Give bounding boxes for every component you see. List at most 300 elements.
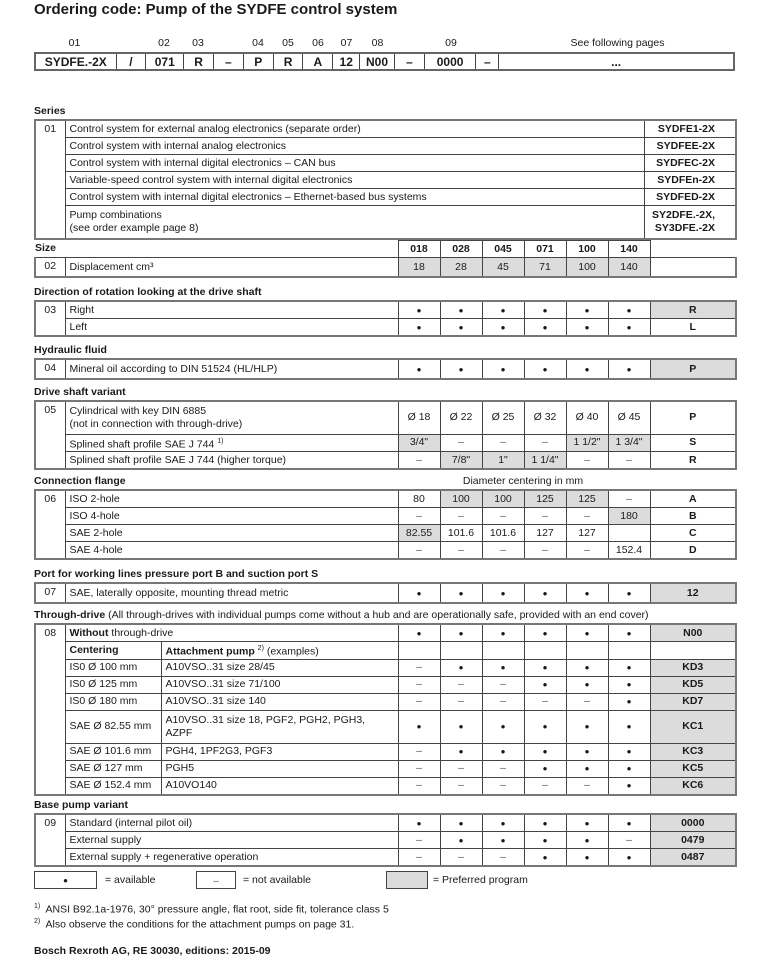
value-cell: 1"	[482, 452, 524, 470]
order-code-cell: 0000	[650, 814, 736, 832]
code-position-label: 07	[340, 37, 353, 49]
available-dot: •	[608, 710, 650, 743]
footnote-ref: 1)	[217, 437, 224, 445]
description-text: Standard (internal pilot oil)	[69, 816, 193, 829]
available-dot: •	[524, 832, 566, 849]
table-row	[35, 301, 736, 319]
available-dot: •	[524, 319, 566, 337]
description-cell	[65, 155, 644, 172]
order-code-cell: P	[650, 359, 736, 379]
value-cell: 100	[482, 490, 524, 508]
attachment-pump-cell	[161, 710, 398, 743]
order-code-cell: KC3	[650, 743, 736, 760]
order-code-cell: 0479	[650, 832, 736, 849]
section-title	[34, 342, 735, 358]
value-cell: 45	[482, 258, 524, 278]
footnote-mark: 1)	[34, 903, 41, 910]
fluid-table	[34, 358, 737, 380]
order-code-cell: L	[650, 319, 736, 337]
value-cell: 180	[608, 508, 650, 525]
legend-preferred-label: = Preferred program	[433, 874, 528, 886]
description-cell	[65, 319, 398, 337]
not-available-dash: –	[524, 693, 566, 710]
table-row	[35, 155, 736, 172]
not-available-dash: –	[398, 832, 440, 849]
code-position-label: 03	[192, 37, 204, 49]
section-shaft	[34, 384, 735, 470]
description-cell	[65, 814, 398, 832]
description-text: Pump combinations (see order example page 8)	[69, 208, 199, 234]
available-dot: •	[440, 814, 482, 832]
value-cell: 101.6	[482, 525, 524, 542]
not-available-dash: –	[566, 508, 608, 525]
available-dot: •	[440, 319, 482, 337]
available-dot: •	[566, 710, 608, 743]
available-dot: •	[482, 743, 524, 760]
not-available-dash: –	[398, 676, 440, 693]
legend-available-label: = available	[105, 874, 156, 886]
table-row	[35, 359, 736, 379]
table-row	[35, 542, 736, 560]
available-dot: •	[398, 710, 440, 743]
available-dot: •	[524, 583, 566, 603]
description-text: Control system with internal analog electronics	[69, 139, 287, 152]
not-available-dash: –	[398, 849, 440, 867]
description-text: ISO 2-hole	[69, 492, 120, 505]
description-cell	[65, 490, 398, 508]
available-dot: •	[608, 319, 650, 337]
not-available-dash: –	[482, 542, 524, 560]
not-available-dash: –	[566, 777, 608, 795]
available-dot: •	[566, 301, 608, 319]
available-dot: •	[440, 659, 482, 676]
available-dot: •	[524, 710, 566, 743]
attachment-pump-cell	[161, 760, 398, 777]
code-position-label	[477, 37, 500, 51]
value-cell: 28	[440, 258, 482, 278]
row-number: 04	[35, 359, 65, 379]
table-row	[35, 760, 736, 777]
section-title	[34, 284, 735, 300]
attachment-pump-text: A10VO140	[165, 779, 217, 791]
table-row	[35, 120, 736, 138]
section-title-text: Port for working lines pressure port B and suction port S	[34, 568, 319, 580]
code-position-label	[115, 37, 145, 51]
description-cell	[65, 120, 644, 138]
order-code-cell: C	[650, 525, 736, 542]
value-cell: 82.55	[398, 525, 440, 542]
available-dot: •	[482, 301, 524, 319]
section-title: Size	[35, 242, 57, 255]
centering-cell: SAE Ø 101.6 mm	[65, 743, 161, 760]
table-row	[35, 693, 736, 710]
size-header-cell: 100	[566, 241, 608, 258]
value-cell: Ø 45	[608, 401, 650, 434]
description-cell	[65, 206, 644, 239]
not-available-dash: –	[524, 508, 566, 525]
table-row	[35, 642, 736, 660]
section-port	[34, 566, 735, 604]
table-row	[35, 710, 736, 743]
table-row	[35, 401, 736, 434]
row-number: 08	[35, 624, 65, 795]
value-cell: 1 3/4"	[608, 434, 650, 452]
shaft-table	[34, 400, 737, 470]
value-cell: Ø 25	[482, 401, 524, 434]
code-box: 0000	[425, 54, 477, 69]
available-dot: •	[566, 676, 608, 693]
size-header-cell: 045	[482, 241, 524, 258]
order-code-cell: SYDFEC-2X	[644, 155, 736, 172]
description-cell	[65, 359, 398, 379]
available-dot: •	[608, 693, 650, 710]
value-cell: 127	[524, 525, 566, 542]
value-cell	[608, 525, 650, 542]
code-box: SYDFE.-2X	[36, 54, 117, 69]
code-box: /	[117, 54, 147, 69]
value-cell: Ø 18	[398, 401, 440, 434]
section-title	[34, 607, 735, 623]
available-dot: •	[482, 583, 524, 603]
table-row	[35, 659, 736, 676]
attachment-pump-text: A10VSO..31 size 28/45	[165, 661, 275, 673]
table-row	[35, 777, 736, 795]
value-cell: 80	[398, 490, 440, 508]
available-dot: •	[398, 319, 440, 337]
description-cell	[65, 624, 398, 642]
not-available-dash: –	[482, 777, 524, 795]
legend-preferred-swatch	[386, 871, 428, 889]
not-available-dash: –	[398, 542, 440, 560]
code-box: –	[395, 54, 425, 69]
code-box: R	[184, 54, 214, 69]
section-title	[34, 566, 735, 582]
table-row	[35, 452, 736, 470]
code-box: N00	[360, 54, 395, 69]
not-available-dash: –	[440, 760, 482, 777]
table-row	[35, 743, 736, 760]
size-header-cell: 028	[440, 241, 482, 258]
value-cell: 7/8"	[440, 452, 482, 470]
available-dot: •	[608, 743, 650, 760]
code-box: –	[476, 54, 499, 69]
code-position-label	[213, 37, 243, 51]
available-dot: •	[608, 301, 650, 319]
description-cell	[65, 401, 398, 434]
not-available-dash: –	[398, 760, 440, 777]
table-row	[35, 676, 736, 693]
table-row	[35, 624, 736, 642]
section-rotation	[34, 284, 735, 337]
table-row	[35, 434, 736, 452]
value-cell: 125	[524, 490, 566, 508]
value-cell	[440, 642, 482, 660]
available-dot: •	[440, 743, 482, 760]
description-text: Cylindrical with key DIN 6885 (not in connection with through-drive)	[69, 404, 243, 430]
description-text: Splined shaft profile SAE J 744	[69, 438, 215, 450]
not-available-dash: –	[398, 743, 440, 760]
available-dot: •	[566, 849, 608, 867]
available-dot: •	[608, 659, 650, 676]
value-cell: 100	[566, 258, 608, 278]
description-cell	[65, 301, 398, 319]
available-dot: •	[524, 814, 566, 832]
section-base	[34, 797, 735, 867]
footer: Bosch Rexroth AG, RE 30030, editions: 2015-09	[34, 945, 271, 957]
section-title-text: Connection flange	[34, 475, 126, 487]
order-code-cell: SYDFEE-2X	[644, 138, 736, 155]
through-table	[34, 623, 737, 796]
table-row	[35, 508, 736, 525]
series-table	[34, 119, 737, 240]
available-dot: •	[524, 849, 566, 867]
available-dot: •	[566, 659, 608, 676]
available-dot: •	[524, 301, 566, 319]
description-text: External supply + regenerative operation	[69, 850, 259, 863]
order-code-cell: 0487	[650, 849, 736, 867]
table-row	[35, 138, 736, 155]
description-text: Control system for external analog electronics (separate order)	[69, 122, 361, 135]
not-available-dash: –	[398, 452, 440, 470]
code-box: –	[214, 54, 244, 69]
page-title: Ordering code: Pump of the SYDFE control system	[34, 1, 398, 18]
table-row	[35, 832, 736, 849]
not-available-dash: –	[440, 676, 482, 693]
legend	[34, 871, 735, 891]
not-available-dash: –	[608, 832, 650, 849]
order-code-cell: SY2DFE.-2X, SY3DFE.-2X	[644, 206, 736, 239]
legend-not-available-box: –	[196, 871, 236, 889]
code-box: ...	[611, 55, 622, 69]
not-available-dash: –	[608, 490, 650, 508]
available-dot: •	[482, 359, 524, 379]
description-text: SAE, laterally opposite, mounting thread metric	[69, 586, 289, 599]
order-code-cell: KD3	[650, 659, 736, 676]
footnote-text: ANSI B92.1a-1976, 30° pressure angle, flat root, side fit, tolerance class 5	[45, 903, 389, 916]
code-box: P	[244, 54, 274, 69]
order-code-cell: SYDFED-2X	[644, 189, 736, 206]
order-code-cell: KC6	[650, 777, 736, 795]
not-available-dash: –	[440, 777, 482, 795]
available-dot: •	[482, 659, 524, 676]
order-code-cell: R	[650, 301, 736, 319]
code-position-label: 02	[158, 37, 170, 49]
available-dot: •	[440, 301, 482, 319]
available-dot: •	[608, 760, 650, 777]
centering-cell: IS0 Ø 125 mm	[65, 676, 161, 693]
attachment-pump-cell	[161, 659, 398, 676]
order-code-cell: B	[650, 508, 736, 525]
available-dot: •	[524, 624, 566, 642]
centering-cell: IS0 Ø 100 mm	[65, 659, 161, 676]
section-title-text: Direction of rotation looking at the drive shaft	[34, 286, 262, 298]
size-header-cell: 140	[608, 241, 650, 258]
attachment-pump-text: A10VSO..31 size 18, PGF2, PGH2, PGH3, AZPF	[165, 713, 366, 739]
description-text: Displacement cm³	[69, 260, 154, 273]
available-dot: •	[440, 624, 482, 642]
table-row	[35, 189, 736, 206]
available-dot: •	[608, 849, 650, 867]
size-header-cell: 071	[524, 241, 566, 258]
description-text: External supply	[69, 833, 142, 846]
attachment-pump-text: PGH4, 1PF2G3, PGF3	[165, 745, 273, 757]
not-available-dash: –	[524, 542, 566, 560]
available-dot: •	[566, 832, 608, 849]
available-dot: •	[398, 301, 440, 319]
size-table	[34, 240, 737, 278]
ordering-code-positions	[34, 37, 735, 51]
value-cell	[608, 642, 650, 660]
table-row	[35, 525, 736, 542]
available-dot: •	[566, 624, 608, 642]
not-available-dash: –	[608, 452, 650, 470]
value-cell: 18	[398, 258, 440, 278]
not-available-dash: –	[440, 434, 482, 452]
row-number: 03	[35, 301, 65, 336]
description-cell	[65, 525, 398, 542]
not-available-dash: –	[398, 508, 440, 525]
order-code-cell: KC5	[650, 760, 736, 777]
row-number: 02	[35, 258, 65, 278]
available-dot: •	[440, 359, 482, 379]
available-dot: •	[398, 359, 440, 379]
not-available-dash: –	[440, 693, 482, 710]
value-cell: 152.4	[608, 542, 650, 560]
not-available-dash: –	[566, 452, 608, 470]
centering-cell: Centering	[65, 642, 161, 660]
attachment-pump-cell	[161, 743, 398, 760]
table-row	[35, 206, 736, 239]
section-flange	[34, 473, 735, 560]
value-cell: 3/4"	[398, 434, 440, 452]
centering-cell: IS0 Ø 180 mm	[65, 693, 161, 710]
description-cell	[65, 172, 644, 189]
description-cell	[65, 258, 398, 278]
available-dot: •	[566, 583, 608, 603]
description-text: Left	[69, 320, 88, 333]
footnote-text: Also observe the conditions for the attachment pumps on page 31.	[45, 918, 355, 931]
table-row	[35, 490, 736, 508]
value-cell	[524, 642, 566, 660]
section-title	[34, 384, 735, 400]
order-code-cell: A	[650, 490, 736, 508]
order-code-cell	[650, 258, 736, 278]
order-code-cell: SYDFE1-2X	[644, 120, 736, 138]
attachment-pump-text: PGH5	[165, 762, 195, 774]
footnote-ref: 2)	[257, 645, 264, 652]
available-dot: •	[524, 676, 566, 693]
section-title-text: Drive shaft variant	[34, 386, 126, 398]
table-row	[35, 849, 736, 867]
available-dot: •	[398, 814, 440, 832]
description-cell	[65, 832, 398, 849]
attachment-pump-header: Attachment pump	[165, 645, 255, 658]
attachment-pump-text: A10VSO..31 size 140	[165, 695, 266, 707]
value-cell: 140	[608, 258, 650, 278]
row-number: 07	[35, 583, 65, 603]
value-cell: 127	[566, 525, 608, 542]
value-cell: 71	[524, 258, 566, 278]
not-available-dash: –	[566, 693, 608, 710]
description-cell	[65, 583, 398, 603]
attachment-pump-cell	[161, 777, 398, 795]
description-text: Control system with internal digital electronics – CAN bus	[69, 156, 336, 169]
section-fluid	[34, 342, 735, 380]
section-title	[34, 103, 735, 119]
description-text: Splined shaft profile SAE J 744 (higher torque)	[69, 453, 287, 466]
description-cell	[65, 434, 398, 452]
not-available-dash: –	[398, 777, 440, 795]
not-available-dash: –	[482, 849, 524, 867]
row-number: 09	[35, 814, 65, 866]
not-available-dash: –	[482, 434, 524, 452]
centering-cell: SAE Ø 82.55 mm	[65, 710, 161, 743]
description-text: ISO 4-hole	[69, 509, 120, 522]
code-box: R	[274, 54, 304, 69]
code-position-label: 01	[68, 37, 81, 49]
available-dot: •	[482, 832, 524, 849]
footnote-1	[34, 903, 389, 916]
footnote-mark: 2)	[34, 918, 41, 925]
value-cell: 101.6	[440, 525, 482, 542]
order-code-cell: KD5	[650, 676, 736, 693]
section-through	[34, 607, 735, 796]
section-size	[34, 240, 735, 278]
description-text: SAE 4-hole	[69, 543, 123, 556]
order-code-cell: KD7	[650, 693, 736, 710]
code-position-label: 09	[445, 37, 457, 49]
centering-cell: SAE Ø 127 mm	[65, 760, 161, 777]
attachment-pump-text: (examples)	[263, 645, 319, 658]
description-text: SAE 2-hole	[69, 526, 123, 539]
available-dot: •	[524, 760, 566, 777]
order-code-cell	[650, 642, 736, 660]
value-cell: 1 1/4"	[524, 452, 566, 470]
description-cell	[65, 542, 398, 560]
not-available-dash: –	[482, 693, 524, 710]
code-box: 071	[146, 54, 184, 69]
section-title-text: Hydraulic fluid	[34, 344, 107, 356]
not-available-dash: –	[482, 508, 524, 525]
row-number: 06	[35, 490, 65, 559]
attachment-pump-text: A10VSO..31 size 71/100	[165, 678, 281, 690]
value-cell	[398, 642, 440, 660]
code-box: 12	[333, 54, 360, 69]
code-position-label: 05	[282, 37, 294, 49]
available-dot: •	[608, 676, 650, 693]
table-row	[35, 319, 736, 337]
table-row	[35, 172, 736, 189]
legend-available-box: •	[34, 871, 97, 889]
not-available-dash: –	[566, 542, 608, 560]
available-dot: •	[440, 710, 482, 743]
value-cell: Ø 32	[524, 401, 566, 434]
available-dot: •	[440, 583, 482, 603]
code-position-label: 04	[252, 37, 264, 49]
not-available-dash: –	[440, 508, 482, 525]
available-dot: •	[482, 319, 524, 337]
available-dot: •	[524, 359, 566, 379]
not-available-dash: –	[440, 849, 482, 867]
description-cell	[65, 452, 398, 470]
order-code-cell: D	[650, 542, 736, 560]
value-cell: 1 1/2"	[566, 434, 608, 452]
port-table	[34, 582, 737, 604]
order-code-cell: R	[650, 452, 736, 470]
section-series	[34, 103, 735, 240]
order-code-cell: SYDFEn-2X	[644, 172, 736, 189]
description-text: through-drive	[108, 626, 174, 639]
